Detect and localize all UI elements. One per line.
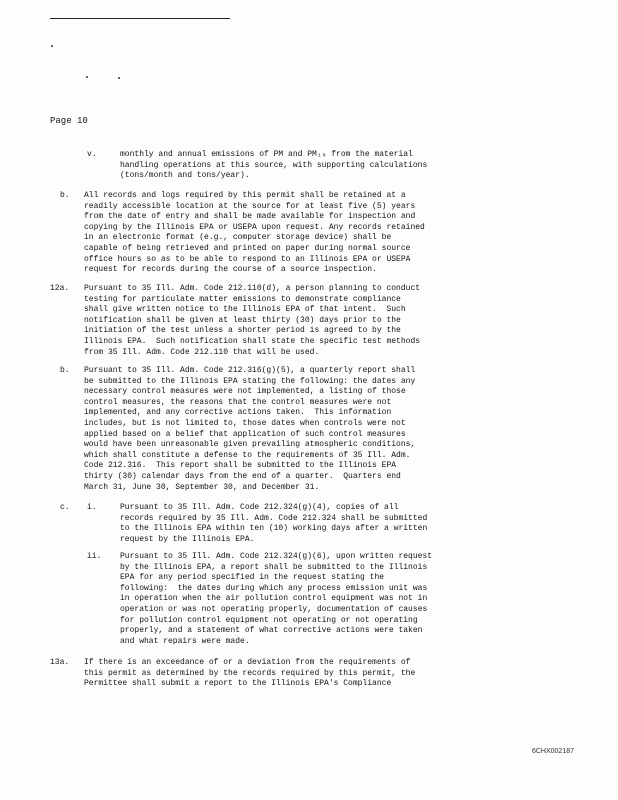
text-line: control measures, the reasons that the control measures were not <box>84 397 392 407</box>
text-line: Pursuant to 35 Ill. Adm. Code 212.110(d), a person planning to conduct <box>84 284 421 293</box>
text-line: Permittee shall submit a report to the Illinois EPA's Compliance <box>84 679 392 689</box>
text-line: properly, and a statement of what corrective actions were taken <box>120 626 423 636</box>
text-line: from the date of entry and shall be made available for inspection and <box>84 212 416 222</box>
text-line: March 31, June 30, September 30, and December 31. <box>84 482 320 492</box>
text-line: following: the dates during which any process emission unit was <box>120 583 428 593</box>
text-line: includes, but is not limited to, those dates when controls were not <box>84 418 406 428</box>
text-line: thirty (30) calendar days from the end of a quarter. Quarters end <box>84 471 401 481</box>
text-line: Pursuant to 35 Ill. Adm. Code 212.316(g)(5), a quarterly report shall <box>84 366 416 375</box>
paragraph-12a <box>84 284 420 358</box>
text-line: records required by 35 Ill. Adm. Code 212.324 shall be submitted <box>120 513 428 523</box>
item-marker-b-records: b. <box>60 191 70 200</box>
text-line: and what repairs were made. <box>120 636 250 646</box>
text-line: be submitted to the Illinois EPA stating the following: the dates any <box>84 376 416 386</box>
text-line: EPA for any period specified in the request stating the <box>120 573 385 583</box>
text-line: request for records during the course of a source inspection. <box>84 265 377 275</box>
item-marker-13a: 13a. <box>50 658 70 667</box>
item-marker-b-quarterly: b. <box>60 366 70 375</box>
paragraph-c-i <box>120 503 427 545</box>
text-line: applied based on a belief that application of such control measures <box>84 429 406 439</box>
text-line: Illinois EPA. Such notification shall state the specific test methods <box>84 336 421 346</box>
text-line: in an electronic format (e.g., computer storage device) shall be <box>84 233 392 243</box>
text-line: would have been unreasonable given prevailing atmospheric conditions, <box>84 440 416 450</box>
text-line: office hours so as to be able to respond to an Illinois EPA or USEPA <box>84 254 411 264</box>
text-line: which shall constitute a defense to the requirements of 35 Ill. Adm. <box>84 450 411 460</box>
text-line: in operation when the air pollution control equipment was not in <box>120 594 428 604</box>
item-marker-c: c. <box>60 503 70 512</box>
text-line: handling operations at this source, with supporting calculations <box>120 160 428 170</box>
text-line: Pursuant to 35 Ill. Adm. Code 212.324(g)(6), upon written request <box>120 552 433 561</box>
page-number: Page 10 <box>50 116 88 126</box>
text-line: notification shall be given at least thirty (30) days prior to the <box>84 315 401 325</box>
bates-number: 6CHX002187 <box>531 748 574 755</box>
scan-speck <box>51 45 53 47</box>
paragraph-v <box>120 150 427 182</box>
scan-speck <box>86 76 88 78</box>
paragraph-b-quarterly <box>84 366 415 493</box>
text-line: capable of being retrieved and printed on paper during normal source <box>84 243 411 253</box>
text-line: necessary control measures were not implemented, a listing of those <box>84 387 406 397</box>
text-line: If there is an exceedance of or a deviation from the requirements of <box>84 658 411 667</box>
text-line: request by the Illinois EPA. <box>120 534 255 544</box>
text-line: Pursuant to 35 Ill. Adm. Code 212.324(g)(4), copies of all <box>120 503 399 512</box>
item-marker-v: v. <box>87 150 97 159</box>
header-rule <box>50 18 230 19</box>
text-line: shall give written notice to the Illinois EPA of that intent. Such <box>84 305 406 315</box>
scan-speck <box>118 77 120 79</box>
text-line: readily accessible location at the source for at least five (5) years <box>84 201 416 211</box>
text-line: from 35 Ill. Adm. Code 212.110 that will be used. <box>84 347 320 357</box>
text-line: operation or was not operating properly, documentation of causes <box>120 604 428 614</box>
text-line: copying by the Illinois EPA or USEPA upon request. Any records retained <box>84 222 425 232</box>
paragraph-13a <box>84 658 415 690</box>
text-line: by the Illinois EPA, a report shall be submitted to the Illinois <box>120 562 428 572</box>
text-line: initiation of the test unless a shorter period is agreed to by the <box>84 326 401 336</box>
text-line: Code 212.316. This report shall be submitted to the Illinois EPA <box>84 461 397 471</box>
text-line: for pollution control equipment not operating or not operating <box>120 615 418 625</box>
item-marker-12a: 12a. <box>50 284 70 293</box>
paragraph-c-ii <box>120 552 432 647</box>
text-line: (tons/month and tons/year). <box>120 171 250 181</box>
item-marker-c-ii: ii. <box>87 552 102 561</box>
text-line: this permit as determined by the records required by this permit, the <box>84 668 416 678</box>
item-marker-c-i: i. <box>87 503 97 512</box>
text-line: implemented, and any corrective actions taken. This information <box>84 408 392 418</box>
text-line: All records and logs required by this permit shall be retained at a <box>84 191 406 200</box>
text-line: monthly and annual emissions of PM and PM₁₀ from the material <box>120 150 413 159</box>
text-line: testing for particulate matter emissions to demonstrate compliance <box>84 294 401 304</box>
text-line: to the Illinois EPA within ten (10) working days after a written <box>120 524 428 534</box>
paragraph-b-records <box>84 191 425 276</box>
